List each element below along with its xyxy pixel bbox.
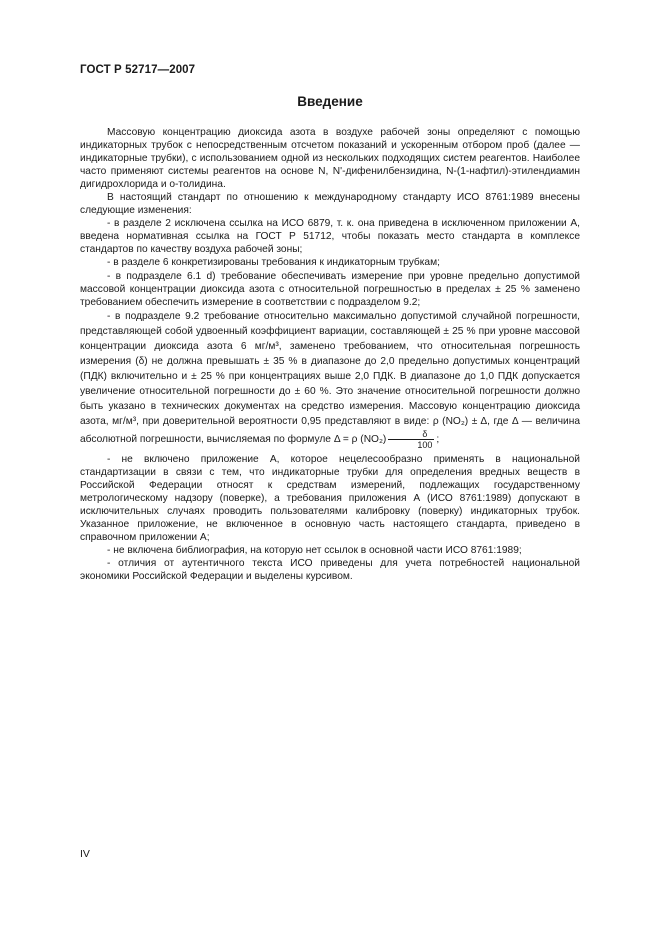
change-item-subsection-6-1: - в подразделе 6.1 d) требование обеспечивать измерение при уровне предельно допустимой массовой концентрации диоксида азота с относительной погрешностью в пределах ± 25 % заменено требованием обеспечить измерение в соответствии с подразделом 9.2; — [80, 270, 580, 308]
formula-numerator: δ — [388, 429, 434, 440]
change-item-section-6: - в разделе 6 конкретизированы требования к индикаторным трубкам; — [107, 257, 440, 269]
change-item-9-2-text: - в подразделе 9.2 требование относительно максимально допустимой случайной погрешности, представляющей собой удвоенный коэффициент вариации, составляющей ± 25 % при уровне массовой концентрации диоксида азота 6 мг/м³, заменено требованием, что относительная погрешность измерения (δ) не должна превышать ± 35 % в диапазоне до 2,0 предельно допустимых концентраций (ПДК) включительно и ± 25 % при концентрациях выше 2,0 ПДК. В диапазоне до 1,0 ПДК допускается увеличение относительной погрешности до ± 60 %. Это значение относительной погрешности должно быть указано в технических документах на средство измерения. Массовую концентрацию диоксида азота, мг/м³, при доверительной вероятности 0,95 представляют в виде: ρ (NO₂) ± Δ, где Δ — величина абсолютной погрешности, вычисляемая по формуле — [80, 310, 580, 445]
change-item-section-2: - в разделе 2 исключена ссылка на ИСО 6879, т. к. она приведена в исключенном приложении А, введена нормативная ссылка на ГОСТ Р 51712, чтобы показать место стандарта в комплексе стандартов по качеству воздуха рабочей зоны; — [80, 218, 580, 256]
paragraph-changes-intro: В настоящий стандарт по отношению к международному стандарту ИСО 8761:1989 внесены следующие изменения: — [80, 192, 580, 217]
change-item-annex-a: - не включено приложение А, которое нецелесообразно применять в национальной стандартизации в связи с тем, что индикаторные трубки для определения вредных веществ в Российской Федерации относят к средствам измерений, подлежащих государственному метрологическому надзору (поверке), а требования приложения А (ИСО 8761:1989) допускают в исключительных случаях проводить пользователями калибровку (поверку) индикаторных трубок. Указанное приложение, не включенное в основную часть настоящего стандарта, приведено в справочном приложении А; — [80, 453, 580, 543]
section-title: Введение — [297, 94, 363, 109]
document-body — [80, 126, 580, 583]
formula-denominator: 100 — [417, 439, 433, 450]
paragraph-intro: Массовую концентрацию диоксида азота в воздухе рабочей зоны определяют с помощью индикаторных трубок с непосредственным отсчетом показаний и ускоренным отбором проб (далее — индикаторные трубки), с использованием одной из нескольких подходящих систем реагентов. Наиболее часто применяют системы реагентов на основе N, N'-дифенилбензидина, N-(1-нафтил)-этилендиамин дигидрохлорида и о-толидина. — [80, 127, 580, 191]
change-item-bibliography: - не включена библиография, на которую нет ссылок в основной части ИСО 8761:1989; — [107, 544, 522, 556]
formula-fraction — [388, 429, 434, 450]
change-item-subsection-9-2 — [80, 309, 580, 450]
document-number: ГОСТ Р 52717—2007 — [80, 64, 196, 76]
change-item-differences: - отличия от аутентичного текста ИСО приведены для учета потребностей национальной экономики Российской Федерации и выделены курсивом. — [80, 558, 580, 583]
page-number: IV — [80, 848, 90, 860]
formula-tail: ; — [436, 433, 440, 445]
formula-lhs: Δ = ρ (NO₂) — [333, 433, 387, 445]
